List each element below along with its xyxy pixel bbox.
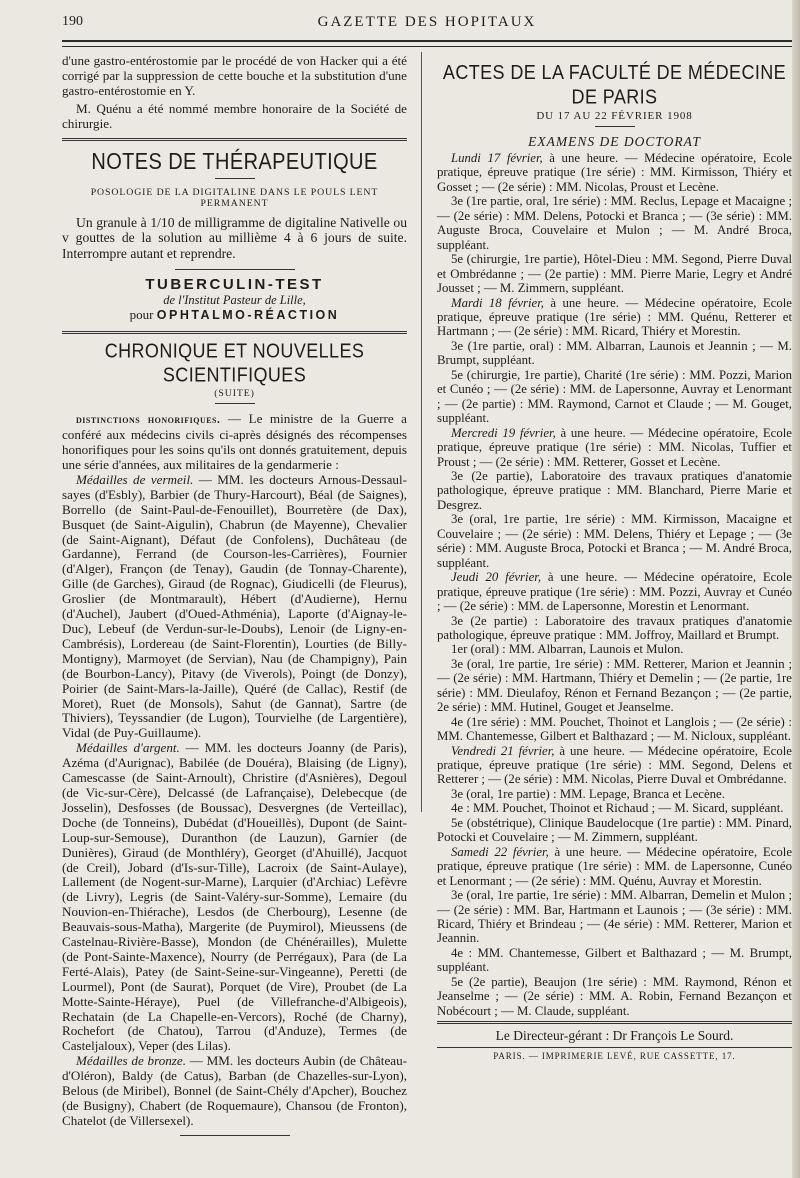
exam-paragraph — [437, 946, 792, 975]
journal-title: GAZETTE DES HOPITAUX — [317, 14, 537, 30]
actes-dates: DU 17 AU 22 FÉVRIER 1908 — [536, 110, 693, 122]
exam-paragraph — [437, 252, 792, 295]
exam-text: à une heure. — Médecine opératoire, Ecole pratique, épreuve pratique (1re série) : MM. Nicolas, Tuffier et Proust ; — (2e série) : MM. Retterer, Gosset et Lecène. — [437, 425, 792, 469]
exam-text: 4e (1re série) : MM. Pouchet, Thoinot et Langlois ; — (2e série) : MM. Chantemesse, Gilbert et Balthazard ; — M. Nicloux, suppléant. — [437, 714, 792, 744]
actes-title: ACTES DE LA FACULTÉ DE MÉDECINE DE PARIS — [442, 60, 787, 108]
imprimerie-line: PARIS. — IMPRIMERIE LEVÉ, RUE CASSETTE, 17. — [493, 1051, 736, 1062]
posologie-title: POSOLOGIE DE LA DIGITALINE DANS LE POULS LENT PERMANENT — [90, 186, 379, 209]
argent-lead: Médailles d'argent. — [76, 740, 180, 756]
exam-paragraph — [437, 296, 792, 339]
vermeil-lead: Médailles de vermeil. — [76, 471, 194, 487]
footer-rule — [437, 1021, 792, 1024]
exam-paragraph — [437, 570, 792, 613]
ad-pour: pour — [129, 307, 154, 323]
exam-paragraph — [437, 715, 792, 744]
right-column — [437, 54, 792, 1061]
bronze-lead: Médailles de bronze. — [76, 1053, 186, 1069]
bronze-text: — MM. les docteurs Aubin (de Château-d'Oléron), Baldy (de Catus), Barban (de Chazelles-sur-Lyon), Belous (de Miribel), Bonnel (de Saint-Chély d'Apcher), Bouchez (de Busigny), Chabert (de Roquemaure), Chansou (de Fronton), Chatelot (de Villersexel). — [62, 1053, 407, 1128]
exam-text: 3e (1re partie, oral) : MM. Albarran, Launois et Jeannin ; — M. Brumpt, suppléant. — [437, 338, 792, 368]
exam-paragraph — [437, 787, 792, 801]
distinctions-lead: distinctions honorifiques. — [76, 414, 221, 427]
examens-title: EXAMENS DE DOCTORAT — [528, 134, 701, 149]
exam-text: 3e (1re partie, oral, 1re série) : MM. Reclus, Lepage et Macaigne ; — (2e série) : MM. Delens, Potocki et Branca ; — (3e série) : MM. Auguste Broca, Couvelaire et Mulon ; — M. André Broca, suppléant. — [437, 194, 792, 252]
section-rule-2 — [62, 331, 407, 334]
exam-text: 3e (2e partie), Laboratoire des travaux pratiques d'anatomie pathologique, épreuve pratique : MM. Blanchard, Pierre Marie et Desgrez. — [437, 468, 792, 512]
exam-day-lead: Samedi 22 février, — [451, 844, 549, 859]
exam-paragraph — [437, 151, 792, 194]
exam-paragraph — [437, 339, 792, 368]
exam-paragraph — [437, 426, 792, 469]
short-rule-2 — [215, 403, 255, 404]
vermeil-paragraph — [62, 473, 407, 741]
vermeil-text: — MM. les docteurs Arnous-Dessaulsayes (d'Esbly), Barbier (de Thury-Harcourt), Béal (de Saignes), Borrello (de Saint-Paul-de-Fenouillet), Bourretère (de Dax), Busquet (de Saint-Aigulin), Chabrun (de Mayenne), Chevalier (de Saint-Aignant), Défaut (de Confolens), Duchâteau (de Gardanne), Ferrand (de Courson-les-Carrières), Fournier (d'Alger), Françon (de Tenay), Gaudin (de Tonnay-Charente), Gille (de Garches), Giraud (de Rognac), Giudicelli (de Fleurus), Groslier (de Montmarault), Hébert (d'Audierne), Hernu (d'Auchel), Jaubert (d'Oued-Athménia), Laporte (d'Aignay-le-Duc), Lebeuf (de Verdun-sur-le-Doubs), Lenoir (de Ligny-en-Cambrésis), Lordereau (de Saint-Florentin), Lourties (de Billy-Montigny), Marmoyet (de Servian), Nau (de Champigny), Pain (de Bourbon-Lancy), Pitavy (de Viverols), Poingt (de Donzy), Poirier (de Saint-Mars-la-Jaille), Quéré (de Callac), Restif (de Moret), Ruet (de Monsols), Sahut (de Gannat), Sartre (de Thiviers), Teyssandier (de Lugon), Tourvielhe (de Largentière), Vidal (de Puy-Guillaume). — [62, 471, 407, 741]
exam-text: 5e (obstétrique), Clinique Baudelocque (1re partie) : MM. Pinard, Potocki et Couvelaire ; — M. Zimmern, suppléant. — [437, 815, 792, 845]
exam-text: 5e (chirurgie, 1re partie), Charité (1re série) : MM. Pozzi, Marion et Cunéo ; — (2e série) : MM. de Lapersonne, Auvray et Lenormant ; — (2e partie) : MM. Raymond, Carnot et Claude ; — M. Gouget, suppléant. — [437, 367, 792, 426]
exam-paragraph — [437, 642, 792, 656]
exam-text: 4e : MM. Chantemesse, Gilbert et Balthazard ; — M. Brumpt, suppléant. — [437, 945, 792, 975]
chronique-title: CHRONIQUE ET NOUVELLES SCIENTIFIQUES — [104, 339, 365, 387]
exam-text: 3e (oral, 1re partie, 1re série) : MM. Kirmisson, Macaigne et Couvelaire ; — (2e série) : MM. Delens, Thiéry et Lepage ; — (3e série) : MM. Auguste Broca, Potocki et Branca ; — M. André Broca, suppléant. — [437, 512, 792, 570]
ad-title: TUBERCULIN-TEST — [145, 276, 324, 294]
exam-text: 5e (2e partie), Beaujon (1re série) : MM. Raymond, Rénon et Jeanselme ; — (2e série) : MM. A. Robin, Fernand Bezançon et Nobécourt ; — M. Claude, suppléant. — [437, 974, 792, 1018]
exam-day-lead: Vendredi 21 février, — [451, 743, 555, 758]
short-rule-3 — [595, 126, 635, 127]
exam-text: 3e (oral, 1re partie, 1re série) : MM. Retterer, Marion et Jeannin ; — (2e série) : MM. Hartmann, Thiéry et Demelin ; — (2e partie, 1re série) : MM. Dieulafoy, Rénon et Fernand Bezançon ; — (2e partie, 2e série) : MM. Hutinel, Gouget et Jeanselme. — [437, 656, 792, 715]
exam-text: 1er (oral) : MM. Albarran, Launois et Mulon. — [451, 642, 684, 657]
quenu-paragraph: M. Quénu a été nommé membre honoraire de la Société de chirurgie. — [62, 100, 407, 131]
exam-text: 3e (2e partie) : Laboratoire des travaux pratiques d'anatomie pathologique, épreuve pratique : MM. Joffroy, Maillard et Brumpt. — [437, 613, 792, 642]
intro-paragraph: d'une gastro-entérostomie par le procédé de von Hacker qui a été corrigé par la suppression de cette bouche et la substitution d'une gastro-entérostomie en Y. — [62, 53, 407, 98]
exam-paragraph — [437, 657, 792, 715]
exam-text: à une heure. — Médecine opératoire, Ecole pratique, épreuve pratique (1re série) : MM. de Lapersonne, Cunéo et Lenormant ; — (2e série) : MM. Quénu, Auvray et Morestin. — [437, 844, 792, 888]
page-header — [62, 14, 792, 36]
notes-title: NOTES DE THÉRAPEUTIQUE — [91, 148, 378, 175]
exam-paragraph — [437, 744, 792, 787]
exam-text: 3e (oral, 1re partie, 1re série) : MM. Albarran, Demelin et Mulon ; — (2e série) : MM. Bar, Hartmann et Launois ; — (3e série) : MM. Ricard, Thiéry et Brindeau ; — (4e série) : MM. Retterer, Marion et Jeannin. — [437, 888, 792, 946]
bronze-paragraph — [62, 1054, 407, 1129]
exam-text: à une heure. — Médecine opératoire, Ecole pratique, épreuve pratique (1re série) : MM. Quénu, Retterer et Hartmann ; — (2e série) : MM. Ricard, Thiéry et Morestin. — [437, 295, 792, 339]
ad-subtitle: de l'Institut Pasteur de Lille, — [163, 293, 306, 308]
exam-paragraph — [437, 194, 792, 252]
exam-text: 5e (chirurgie, 1re partie), Hôtel-Dieu : MM. Segond, Pierre Duval et Ombrédanne ; — (2e partie) : MM. Pierre Marie, Legry et André Jousset ; — M. Zimmern, suppléant. — [437, 252, 792, 296]
exam-text: à une heure. — Médecine opératoire, Ecole pratique, épreuve pratique (1re série) : MM. Kirmisson, Thiéry et Gosset ; — (2e série) : MM. Nicolas, Proust et Lecène. — [437, 151, 792, 194]
left-column — [62, 54, 407, 1144]
ad-rule — [175, 269, 295, 270]
page-number: 190 — [62, 14, 83, 29]
exam-day-lead: Lundi 17 février, — [451, 151, 543, 165]
posologie-text: Un granule à 1/10 de milligramme de digitaline Nativelle ou v gouttes de la solution au millième 4 à 6 jours de suite. Interrompre autant et reprendre. — [62, 214, 407, 261]
ad-reaction: OPHTALMO-RÉACTION — [156, 308, 340, 323]
short-rule — [215, 178, 255, 179]
exam-day-lead: Mardi 18 février, — [451, 295, 544, 310]
header-rule — [62, 40, 792, 42]
exam-paragraph — [437, 801, 792, 815]
exam-paragraph — [437, 845, 792, 888]
gerant-line: Le Directeur-gérant : Dr François Le Sourd. — [495, 1028, 734, 1044]
page-edge — [792, 0, 800, 1178]
section-rule — [62, 138, 407, 141]
exam-paragraph — [437, 816, 792, 845]
exam-paragraph — [437, 614, 792, 643]
exam-paragraph — [437, 888, 792, 946]
exam-paragraph — [437, 512, 792, 570]
end-rule — [180, 1135, 290, 1136]
exam-text: 4e : MM. Pouchet, Thoinot et Richaud ; — M. Sicard, suppléant. — [451, 801, 784, 816]
header-rule-thin — [62, 46, 792, 47]
chronique-suite: (SUITE) — [214, 388, 255, 400]
exam-text: à une heure. — Médecine opératoire, Ecole pratique, épreuve pratique (1re série) : MM. Pozzi, Auvray et Cunéo ; — (2e série) : MM. de Lapersonne, Morestin et Lenormant. — [437, 570, 792, 614]
exam-paragraph — [437, 469, 792, 512]
exam-text: à une heure. — Médecine opératoire, Ecole pratique, épreuve pratique (1re série) : MM. Segond, Delens et Retterer ; — (2e série) : MM. Nicolas, Pierre Duval et Ombrédanne. — [437, 743, 792, 787]
footer-rule-2 — [437, 1047, 792, 1048]
exam-list — [437, 151, 792, 1018]
ad-line — [62, 307, 407, 323]
argent-paragraph — [62, 741, 407, 1054]
column-divider — [421, 52, 422, 812]
exam-text: 3e (oral, 1re partie) : MM. Lepage, Branca et Lecène. — [451, 786, 725, 801]
exam-day-lead: Jeudi 20 février, — [451, 570, 542, 585]
exam-day-lead: Mercredi 19 février, — [451, 425, 556, 440]
distinctions-text: — Le ministre de la Guerre a conféré aux médecins civils ci-après désignés des récompenses honorifiques pour les soins qu'ils ont donnés gratuitement, depuis une série d'années, aux militaires de la gendarmerie : — [62, 411, 407, 473]
distinctions-paragraph — [62, 412, 407, 473]
exam-paragraph — [437, 975, 792, 1018]
argent-text: — MM. les docteurs Joanny (de Paris), Azéma (d'Aurignac), Babilée (de Douéra), Blaising (de Ligny), Camescasse (de Saint-Arnoult), Christire (d'Asnières), Degoul (de Vic-sur-Cère), Delcassé (de Lafrançaise), Delebecque (de Josselin), Desfosses (de Boussac), Desvergnes (de Verteillac), Doche (de Tonneins), Dubédat (d'Houeillès), Dupont (de Saint-Loup-sur-Semouse), Duranthon (de Lauzun), Garnier (de Dunières), Giraud (de Monthléry), Georget (d'Ahuillé), Jacquot (de Creil), Jobard (d'Is-sur-Tille), Lacroix (de Saint-Aulaye), Lallement (de Nogent-sur-Marne), Larquier (d'Archiac) Lefèvre (de Livry), Legris (de Saint-Valéry-sur-Somme), Lemaire (du Nouvion-en-Thiérache), Lesdos (de Cherbourg), Lesenne (de Beauvais-sous-Matha), Margerite (de Puymirol), Mieussens (de Castelnau-Rivière-Basse), Mondon (de Chénérailles), Mulette (de Pont-Sainte-Maxence), Nourry (de Perrégaux), Para (de La Ferté-Alais), Patey (de Saint-Seine-sur-Vingeanne), Peretti (de Lourmel), Pont (de Saurat), Porquet (de Vire), Proubet (de La Motte-Sainte-Héraye), Puel (de Villefranche-d'Albigeois), Rechatain (de La Chapelle-en-Vercors), Roché (de Charny), Rochefort (de Chatou), Tarrou (d'Anduze), Termes (de Casteljaloux), Veper (des Lilas). — [62, 740, 407, 1054]
exam-paragraph — [437, 368, 792, 426]
